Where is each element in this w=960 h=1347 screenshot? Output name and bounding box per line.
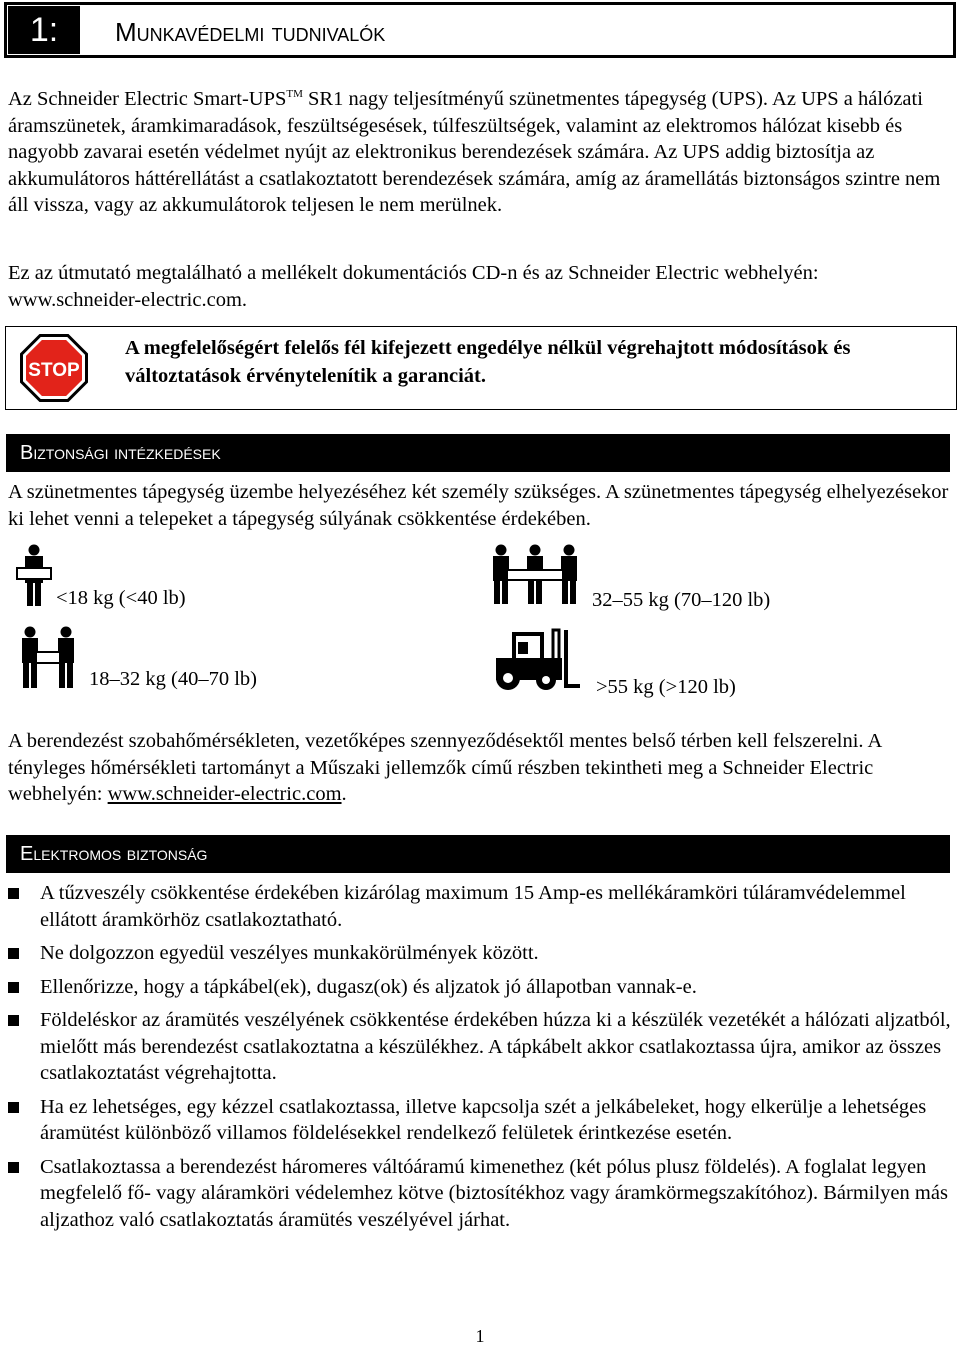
weight-label-18-32kg: 18–32 kg (40–70 lb) [89,668,257,690]
chapter-number: 1: [8,6,80,54]
forklift-icon [490,628,584,694]
one-person-lift-icon [14,544,54,608]
safety-paragraph: A szünetmentes tápegység üzembe helyezéséhez két személy szükséges. A szünetmentes tápegység elhelyezésekor ki lehet venni a telepeket a tápegység súlyának csökkentése érdekében. [8,481,949,530]
electrical-safety-list [8,880,958,1240]
website-link[interactable]: www.schneider-electric.com [107,783,342,805]
section-heading-electrical: Elektromos biztonság [6,835,950,873]
list-item: Ha ez lehetséges, egy kézzel csatlakoztassa, illetve kapcsolja szét a jelkábeleket, hogy elkerülje a lehetséges áramütést különböző villamos földelésekkel rendelkező felületek érintkezése esetén. [8,1094,958,1147]
list-item: Ellenőrizze, hogy a tápkábel(ek), dugasz(ok) és aljzatok jó állapotban vannak-e. [8,974,958,1001]
intro-cd-paragraph: Ez az útmutató megtalálható a mellékelt dokumentációs CD-n és az Schneider Electric webhelyén: www.schneider-electric.com. [8,262,819,311]
bullet-square-icon [8,1162,19,1173]
bullet-square-icon [8,948,19,959]
bullet-square-icon [8,982,19,993]
list-item: Ne dolgozzon egyedül veszélyes munkakörülmények között. [8,940,958,967]
list-item: Földeléskor az áramütés veszélyének csökkentése érdekében húzza ki a készülék vezetékét a hálózati aljzatból, mielőtt más berendezést csatlakoztatna a készülékhez. A tápkábelt akkor csatlakoztassa újra, amikor az összes csatlakoztatást végrehajtotta. [8,1007,958,1087]
svg-text:STOP: STOP [28,360,80,381]
weight-label-over-55kg: >55 kg (>120 lb) [596,676,736,698]
section-heading-safety: Biztonsági intézkedések [6,434,950,472]
chapter-title: Munkavédelmi tudnivalók [115,17,386,47]
environment-paragraph: A berendezést szobahőmérsékleten, vezetőképes szennyeződésektől mentes belső térben kell felszerelni. A tényleges hőmérsékleti tartományt a Műszaki jellemzők című részben tekintheti meg a Schneider Electric webhelyén: www.schneider-electric.com. [8,730,882,805]
weight-label-32-55kg: 32–55 kg (70–120 lb) [592,589,771,611]
two-person-lift-icon [16,626,80,690]
intro-paragraph: Az Schneider Electric Smart-UPS™ SR1 nagy teljesítményű szünetmentes tápegység (UPS). Az UPS a hálózati áramszünetek, áramkimaradások, feszültségesések, túlfeszültségek, valamint az elektromos hálózat kisebb és nagyobb zavarai esetén védelmet nyújt az elektronikus berendezések számára. Az UPS addig biztosítja az akkumulátoros háttérellátást a csatlakoztatott berendezések számára, amíg az áramellátás biztonságos szintre nem áll vissza, vagy az akkumulátorok teljesen le nem merülnek. [8,88,941,216]
page-number: 1 [475,1326,485,1346]
bullet-square-icon [8,1015,19,1026]
warning-note-text: A megfelelőségért felelős fél kifejezett engedélye nélkül végrehajtott módosítások és változtatások érvénytelenítik a garanciát. [125,337,851,387]
weight-label-under-18kg: <18 kg (<40 lb) [56,587,186,609]
bullet-square-icon [8,1102,19,1113]
three-person-lift-icon [490,544,580,606]
stop-sign-icon [19,333,89,403]
list-item: Csatlakoztassa a berendezést háromeres váltóáramú kimenethez (két pólus plusz földelés). A foglalat legyen megfelelő fő- vagy aláramköri védelemhez kötve (biztosítékhoz vagy áramkörmegszakítóhoz). Bármilyen más aljzathoz való csatlakoztatás áramütés veszélyével járhat. [8,1154,958,1234]
list-item: A tűzveszély csökkentése érdekében kizárólag maximum 15 Amp-es mellékáramköri túláramvédelemmel ellátott áramkörhöz csatlakoztatható. [8,880,958,933]
bullet-square-icon [8,888,19,899]
